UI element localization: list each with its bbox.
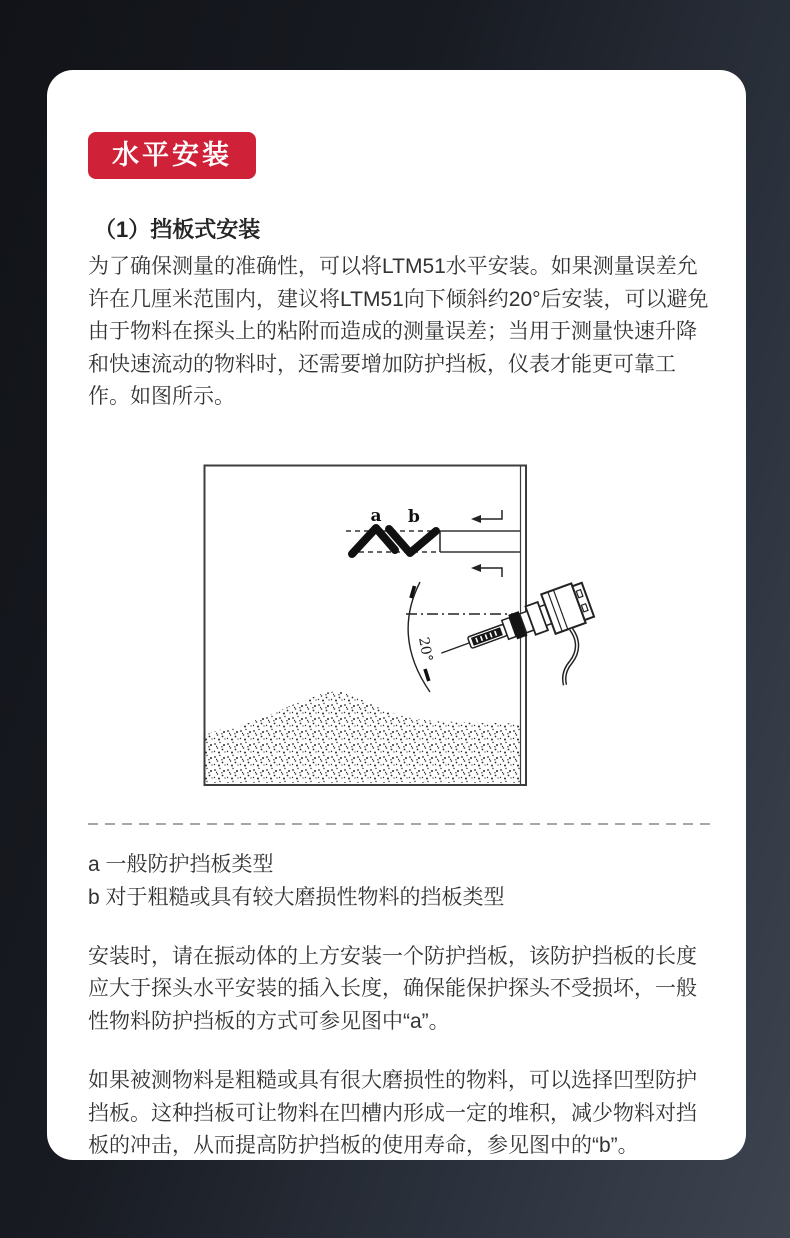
dashed-divider <box>88 823 714 825</box>
diagram-svg <box>200 455 600 791</box>
baffle-b-label: b <box>408 506 420 527</box>
legend-item-a: a 一般防护挡板类型 <box>88 852 274 876</box>
paragraph-baffle-abrasive: 如果被测物料是粗糙或具有很大磨损性的物料，可以选择凹型防护挡板。这种挡板可让物料在凹槽内形成一定的堆积，减少物料对挡板的冲击，从而提高防护挡板的使用寿命，参见图中的“b”。 <box>88 1069 697 1157</box>
sensor-cable <box>564 629 577 685</box>
paragraph-intro: 为了确保测量的准确性，可以将LTM51水平安装。如果测量误差允许在几厘米范围内，建议将LTM51向下倾斜约20°后安装，可以避免由于物料在探头上的粘附而造成的测量误差；当用于测量快速升降和快速流动的物料时，还需要增加防护挡板，仪表才能更可靠工作。如图所示。 <box>88 255 709 408</box>
section-heading: （1）挡板式安装 <box>94 217 261 242</box>
paragraph-baffle-general: 安装时，请在振动体的上方安装一个防护挡板，该防护挡板的长度应大于探头水平安装的插入长度，确保能保护探头不受损坏，一般性物料防护挡板的方式可参见图中“a”。 <box>88 944 697 1033</box>
baffle-a-label: a <box>370 505 382 526</box>
legend-item-b: b 对于粗糙或具有较大磨损性物料的挡板类型 <box>88 885 505 909</box>
section-badge: 水平安装 <box>88 132 256 179</box>
content-card <box>47 70 746 1160</box>
installation-diagram <box>200 455 600 791</box>
angle-label: 20° <box>415 635 436 663</box>
